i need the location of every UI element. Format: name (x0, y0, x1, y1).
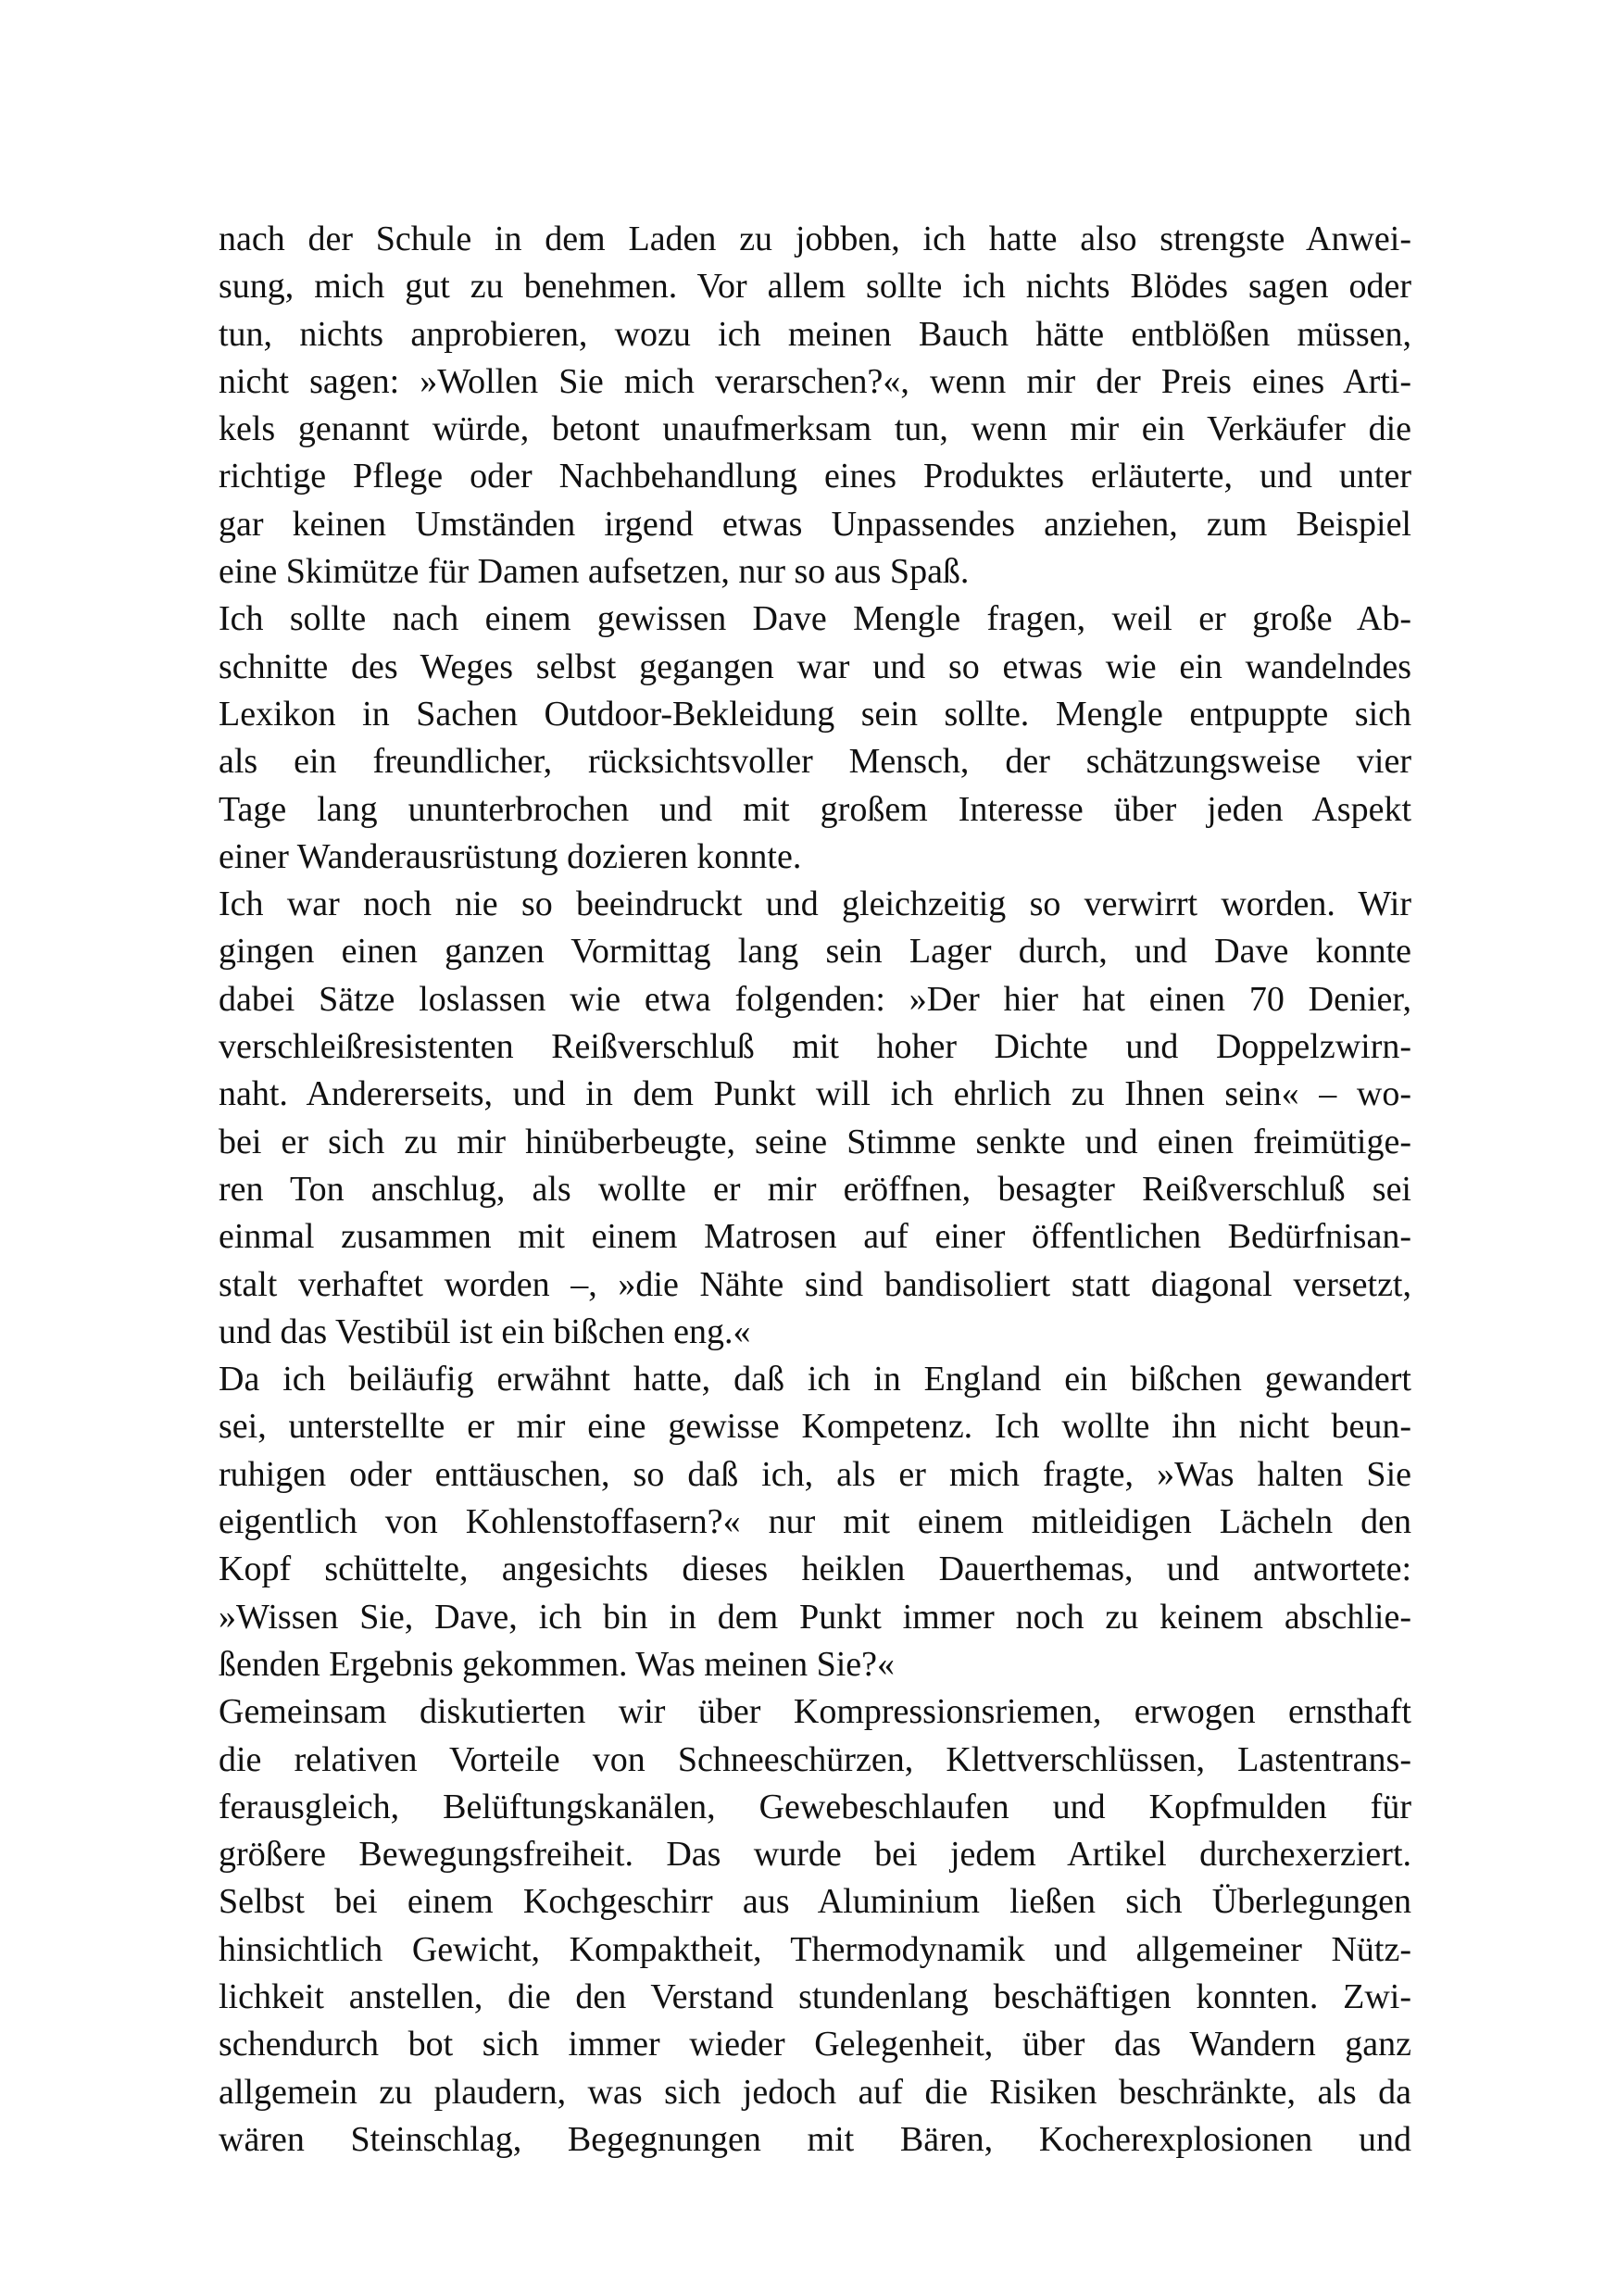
text-line: Ich sollte nach einem gewissen Dave Mengle fragen, weil er große Ab- (219, 599, 1411, 639)
text-line: eine Skimütze für Damen aufsetzen, nur so aus Spaß. (219, 552, 970, 592)
text-line: dabei Sätze loslassen wie etwa folgenden: »Der hier hat einen 70 Denier, (219, 979, 1411, 1019)
text-line: einmal zusammen mit einem Matrosen auf einer öffentlichen Bedürfnisan- (219, 1217, 1411, 1257)
text-line: richtige Pflege oder Nachbehandlung eines Produktes erläuterte, und unter (219, 457, 1411, 496)
paragraph (219, 1688, 1411, 2164)
text-line: sung, mich gut zu benehmen. Vor allem sollte ich nichts Blödes sagen oder (219, 267, 1411, 307)
text-line: sei, unterstellte er mir eine gewisse Kompetenz. Ich wollte ihn nicht beun- (219, 1407, 1411, 1447)
text-line: wären Steinschlag, Begegnungen mit Bären, Kocherexplosionen und (219, 2119, 1411, 2159)
text-line: Lexikon in Sachen Outdoor-Bekleidung sein sollte. Mengle entpuppte sich (219, 694, 1411, 734)
text-line: Ich war noch nie so beeindruckt und gleichzeitig so verwirrt worden. Wir (219, 885, 1411, 924)
text-line: ren Ton anschlug, als wollte er mir eröffnen, besagter Reißverschluß sei (219, 1169, 1411, 1209)
text-line: Da ich beiläufig erwähnt hatte, daß ich in England ein bißchen gewandert (219, 1360, 1411, 1399)
text-line: kels genannt würde, betont unaufmerksam tun, wenn mir ein Verkäufer die (219, 409, 1411, 449)
paragraph (219, 596, 1411, 881)
text-line: und das Vestibül ist ein bißchen eng.« (219, 1311, 751, 1351)
text-line: naht. Andererseits, und in dem Punkt will ich ehrlich zu Ihnen sein« – wo- (219, 1074, 1411, 1114)
text-line: schendurch bot sich immer wieder Gelegenheit, über das Wandern ganz (219, 2025, 1411, 2064)
text-line: hinsichtlich Gewicht, Kompaktheit, Thermodynamik und allgemeiner Nütz- (219, 1929, 1411, 1969)
text-line: gingen einen ganzen Vormittag lang sein Lager durch, und Dave konnte (219, 932, 1411, 972)
text-line: bei er sich zu mir hinüberbeugte, seine Stimme senkte und einen freimütige- (219, 1122, 1411, 1161)
text-line: Tage lang ununterbrochen und mit großem Interesse über jeden Aspekt (219, 789, 1411, 829)
text-line: verschleißresistenten Reißverschluß mit hoher Dichte und Doppelzwirn- (219, 1027, 1411, 1067)
text-line: »Wissen Sie, Dave, ich bin in dem Punkt immer noch zu keinem abschlie- (219, 1597, 1411, 1637)
text-line: einer Wanderausrüstung dozieren konnte. (219, 836, 802, 876)
text-line: allgemein zu plaudern, was sich jedoch auf die Risiken beschränkte, als da (219, 2072, 1411, 2112)
paragraph (219, 216, 1411, 596)
paragraph (219, 1356, 1411, 1688)
text-line: nach der Schule in dem Laden zu jobben, ich hatte also strengste Anwei- (219, 220, 1411, 258)
text-line: gar keinen Umständen irgend etwas Unpassendes anziehen, zum Beispiel (219, 504, 1411, 544)
text-line: schnitte des Weges selbst gegangen war und so etwas wie ein wandelndes (219, 646, 1411, 686)
text-line: als ein freundlicher, rücksichtsvoller Mensch, der schätzungsweise vier (219, 742, 1411, 782)
text-line: ruhigen oder enttäuschen, so daß ich, als er mich fragte, »Was halten Sie (219, 1454, 1411, 1494)
text-line: lichkeit anstellen, die den Verstand stundenlang beschäftigen konnten. Zwi- (219, 1976, 1411, 2016)
text-line: nicht sagen: »Wollen Sie mich verarschen?«, wenn mir der Preis eines Arti- (219, 361, 1411, 401)
text-line: eigentlich von Kohlenstoffasern?« nur mit einem mitleidigen Lächeln den (219, 1502, 1411, 1542)
text-line: ßenden Ergebnis gekommen. Was meinen Sie?« (219, 1644, 896, 1684)
text-line: Selbst bei einem Kochgeschirr aus Aluminium ließen sich Überlegungen (219, 1882, 1411, 1922)
text-line: Gemeinsam diskutierten wir über Kompressionsriemen, erwogen ernsthaft (219, 1692, 1411, 1732)
text-line: Kopf schüttelte, angesichts dieses heiklen Dauerthemas, und antwortete: (219, 1549, 1411, 1589)
text-line: tun, nichts anprobieren, wozu ich meinen Bauch hätte entblößen müssen, (219, 314, 1411, 354)
text-line: stalt verhaftet worden –, »die Nähte sind bandisoliert statt diagonal versetzt, (219, 1264, 1411, 1304)
text-line: ferausgleich, Belüftungskanälen, Gewebeschlaufen und Kopfmulden für (219, 1787, 1411, 1826)
text-line: die relativen Vorteile von Schneeschürzen, Klettverschlüssen, Lastentrans- (219, 1739, 1411, 1779)
text-line: größere Bewegungsfreiheit. Das wurde bei jedem Artikel durchexerziert. (219, 1835, 1411, 1875)
paragraph (219, 881, 1411, 1356)
body-text (219, 216, 1411, 2164)
